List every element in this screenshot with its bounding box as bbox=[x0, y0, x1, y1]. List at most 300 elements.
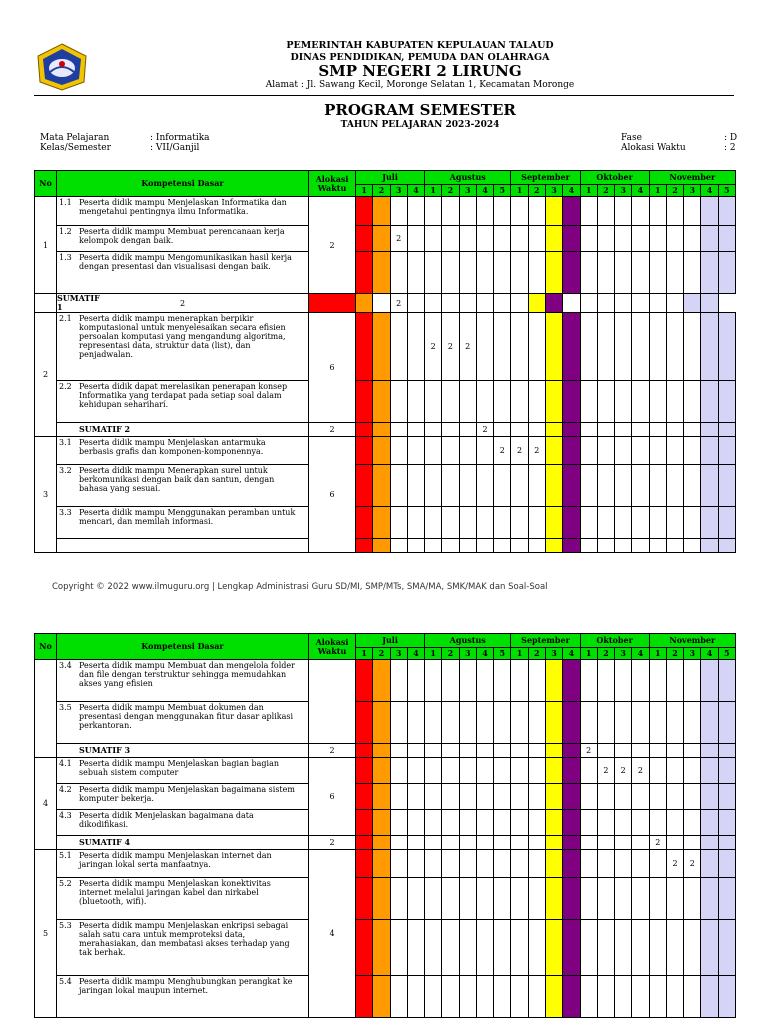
week-cell bbox=[701, 836, 718, 850]
week-cell bbox=[563, 836, 580, 850]
week-header: 5 bbox=[718, 648, 735, 660]
week-cell bbox=[545, 423, 562, 437]
week-cell bbox=[407, 810, 424, 836]
week-cell bbox=[476, 850, 493, 878]
time-allocation bbox=[309, 660, 356, 744]
week-header: 3 bbox=[390, 648, 407, 660]
week-cell bbox=[511, 294, 528, 313]
week-cell bbox=[407, 539, 424, 553]
week-cell bbox=[476, 920, 493, 976]
week-cell bbox=[684, 810, 701, 836]
week-cell bbox=[442, 744, 459, 758]
week-cell bbox=[632, 423, 649, 437]
week-cell: 2 bbox=[649, 836, 666, 850]
competency-number: 1.3 bbox=[59, 253, 72, 262]
week-cell bbox=[597, 836, 614, 850]
week-cell bbox=[494, 784, 511, 810]
week-cell bbox=[407, 878, 424, 920]
week-cell bbox=[459, 702, 476, 744]
summative-row bbox=[35, 423, 736, 437]
week-cell bbox=[701, 313, 718, 381]
week-cell bbox=[666, 920, 683, 976]
week-cell bbox=[407, 437, 424, 465]
week-cell bbox=[494, 313, 511, 381]
week-cell bbox=[373, 836, 390, 850]
week-cell bbox=[597, 660, 614, 702]
week-cell bbox=[511, 810, 528, 836]
week-cell bbox=[649, 252, 666, 294]
week-header: 4 bbox=[701, 648, 718, 660]
week-cell bbox=[494, 744, 511, 758]
week-cell bbox=[373, 437, 390, 465]
time-allocation: 2 bbox=[309, 197, 356, 294]
week-cell bbox=[511, 920, 528, 976]
week-cell bbox=[476, 381, 493, 423]
header-divider bbox=[34, 95, 734, 96]
summative-label: SUMATIF 1 bbox=[35, 294, 57, 313]
competency-description: Peserta didik mampu Menggunakan peramban untuk mencari, dan memilah informasi. bbox=[79, 508, 296, 526]
week-cell bbox=[666, 758, 683, 784]
week-cell bbox=[442, 810, 459, 836]
week-cell bbox=[615, 381, 632, 423]
week-cell bbox=[615, 539, 632, 553]
week-cell bbox=[390, 423, 407, 437]
week-cell bbox=[476, 836, 493, 850]
week-cell bbox=[356, 784, 373, 810]
week-cell bbox=[390, 539, 407, 553]
week-cell: 2 bbox=[580, 744, 597, 758]
week-cell bbox=[649, 758, 666, 784]
week-cell bbox=[615, 784, 632, 810]
week-cell: 2 bbox=[442, 313, 459, 381]
week-cell bbox=[597, 744, 614, 758]
week-cell bbox=[563, 423, 580, 437]
competency-number: 3.4 bbox=[59, 661, 72, 670]
week-cell bbox=[407, 702, 424, 744]
week-cell bbox=[356, 226, 373, 252]
week-cell bbox=[390, 810, 407, 836]
competency-number: 3.1 bbox=[59, 438, 72, 447]
competency-description: Peserta didik mampu Menjelaskan antarmuka berbasis grafis dan komponen-komponennya. bbox=[79, 438, 266, 456]
week-cell bbox=[718, 850, 735, 878]
week-cell bbox=[407, 226, 424, 252]
week-cell bbox=[373, 878, 390, 920]
week-header: 1 bbox=[580, 185, 597, 197]
competency-description: Peserta didik mampu Mengomunikasikan hasil kerja dengan presentasi dan visualisasi dengan baik. bbox=[79, 253, 292, 271]
week-cell bbox=[701, 758, 718, 784]
week-cell bbox=[718, 660, 735, 702]
competency-number: 1.2 bbox=[59, 227, 72, 236]
week-cell bbox=[390, 784, 407, 810]
competency-row bbox=[35, 465, 736, 507]
competency-row bbox=[35, 197, 736, 226]
week-header: 3 bbox=[684, 185, 701, 197]
week-cell bbox=[545, 465, 562, 507]
competency-row bbox=[35, 850, 736, 878]
week-cell bbox=[597, 810, 614, 836]
week-cell bbox=[701, 878, 718, 920]
week-cell bbox=[580, 810, 597, 836]
competency-text bbox=[57, 437, 309, 465]
week-cell bbox=[425, 878, 442, 920]
week-cell bbox=[615, 465, 632, 507]
week-header: 5 bbox=[494, 648, 511, 660]
week-cell bbox=[442, 423, 459, 437]
week-cell bbox=[701, 423, 718, 437]
week-cell bbox=[615, 744, 632, 758]
week-cell bbox=[494, 810, 511, 836]
week-cell bbox=[563, 539, 580, 553]
week-cell bbox=[597, 197, 614, 226]
week-cell bbox=[373, 226, 390, 252]
week-cell bbox=[649, 976, 666, 1018]
week-cell bbox=[684, 197, 701, 226]
week-cell bbox=[615, 920, 632, 976]
semester-table-page-1-wrapper bbox=[0, 170, 768, 535]
competency-description: Peserta didik mampu menerapkan berpikir komputasional untuk menyelesaikan secara efisien persoalan komputasi yang mengandung algoritma, representasi data, struktur data (list), dan penjadwalan. bbox=[79, 314, 286, 359]
column-header-competency: Kompetensi Dasar bbox=[57, 171, 309, 197]
competency-description: Peserta didik mampu Menjelaskan bagian bagian sebuah sistem computer bbox=[79, 759, 280, 777]
week-cell bbox=[511, 784, 528, 810]
phase-value: : D bbox=[724, 133, 738, 143]
week-cell bbox=[597, 507, 614, 539]
week-cell bbox=[632, 660, 649, 702]
letterhead bbox=[0, 0, 768, 100]
week-cell bbox=[476, 758, 493, 784]
week-cell bbox=[528, 920, 545, 976]
competency-text bbox=[57, 539, 309, 553]
competency-number: 4.3 bbox=[59, 811, 72, 820]
week-header: 4 bbox=[407, 648, 424, 660]
week-cell bbox=[442, 294, 459, 313]
district-emblem-icon bbox=[34, 42, 90, 92]
week-cell bbox=[373, 702, 390, 744]
week-cell bbox=[476, 507, 493, 539]
week-cell bbox=[615, 810, 632, 836]
week-cell bbox=[563, 313, 580, 381]
subject-value: : Informatika bbox=[150, 133, 210, 143]
week-cell bbox=[632, 836, 649, 850]
competency-description: Peserta didik mampu Menjelaskan internet dan jaringan lokal serta manfaatnya. bbox=[79, 851, 272, 869]
week-cell bbox=[615, 437, 632, 465]
week-cell bbox=[563, 660, 580, 702]
week-cell bbox=[615, 507, 632, 539]
week-cell bbox=[511, 850, 528, 878]
competency-text bbox=[57, 252, 309, 294]
week-cell bbox=[615, 294, 632, 313]
week-cell bbox=[615, 702, 632, 744]
week-cell bbox=[459, 810, 476, 836]
week-cell bbox=[666, 294, 683, 313]
week-cell bbox=[407, 660, 424, 702]
week-header: 4 bbox=[563, 648, 580, 660]
week-cell bbox=[597, 252, 614, 294]
column-header-allocation: Alokasi Waktu bbox=[309, 171, 356, 197]
week-cell bbox=[459, 539, 476, 553]
week-cell bbox=[442, 920, 459, 976]
week-cell bbox=[494, 702, 511, 744]
week-cell bbox=[649, 539, 666, 553]
week-cell bbox=[459, 784, 476, 810]
week-cell bbox=[511, 702, 528, 744]
week-cell bbox=[632, 437, 649, 465]
week-cell bbox=[356, 197, 373, 226]
week-cell: 2 bbox=[597, 758, 614, 784]
week-cell bbox=[407, 920, 424, 976]
week-cell bbox=[407, 836, 424, 850]
week-cell bbox=[563, 784, 580, 810]
week-cell bbox=[373, 313, 390, 381]
week-cell bbox=[701, 381, 718, 423]
week-cell bbox=[425, 850, 442, 878]
week-cell bbox=[442, 381, 459, 423]
month-header: Agustus bbox=[425, 634, 511, 648]
week-cell bbox=[580, 758, 597, 784]
week-cell bbox=[459, 920, 476, 976]
week-cell bbox=[373, 976, 390, 1018]
competency-text bbox=[57, 784, 309, 810]
week-cell bbox=[459, 744, 476, 758]
week-cell bbox=[632, 878, 649, 920]
week-cell bbox=[511, 836, 528, 850]
week-cell bbox=[666, 465, 683, 507]
week-cell bbox=[701, 437, 718, 465]
week-cell bbox=[528, 850, 545, 878]
week-cell bbox=[718, 976, 735, 1018]
week-cell bbox=[701, 702, 718, 744]
week-header: 2 bbox=[442, 648, 459, 660]
week-cell bbox=[407, 850, 424, 878]
week-cell bbox=[459, 294, 476, 313]
week-cell bbox=[476, 810, 493, 836]
week-cell bbox=[563, 878, 580, 920]
week-cell bbox=[528, 252, 545, 294]
week-cell bbox=[632, 226, 649, 252]
week-header: 1 bbox=[649, 648, 666, 660]
week-cell bbox=[597, 465, 614, 507]
month-header: Juli bbox=[356, 634, 425, 648]
header-row-months bbox=[35, 171, 736, 185]
week-cell bbox=[356, 920, 373, 976]
row-number: 2 bbox=[35, 313, 57, 437]
week-cell bbox=[476, 437, 493, 465]
week-cell bbox=[718, 381, 735, 423]
week-cell bbox=[459, 850, 476, 878]
week-cell bbox=[632, 381, 649, 423]
week-cell bbox=[580, 539, 597, 553]
week-cell bbox=[649, 294, 666, 313]
week-cell bbox=[597, 294, 614, 313]
week-cell bbox=[718, 810, 735, 836]
week-cell bbox=[356, 313, 373, 381]
week-cell bbox=[666, 660, 683, 702]
week-cell bbox=[442, 878, 459, 920]
week-cell bbox=[494, 226, 511, 252]
week-cell bbox=[563, 758, 580, 784]
week-cell bbox=[356, 507, 373, 539]
week-cell: 2 bbox=[632, 758, 649, 784]
week-cell bbox=[597, 423, 614, 437]
week-cell bbox=[649, 437, 666, 465]
week-header: 4 bbox=[563, 185, 580, 197]
week-cell bbox=[425, 660, 442, 702]
week-cell bbox=[649, 197, 666, 226]
week-cell bbox=[632, 465, 649, 507]
time-allocation-value: : 2 bbox=[724, 143, 736, 153]
week-header: 4 bbox=[476, 185, 493, 197]
row-number: 1 bbox=[35, 197, 57, 294]
week-cell bbox=[632, 810, 649, 836]
week-cell bbox=[390, 836, 407, 850]
week-cell bbox=[407, 758, 424, 784]
competency-row bbox=[35, 313, 736, 381]
week-cell bbox=[407, 507, 424, 539]
week-cell bbox=[580, 313, 597, 381]
week-cell bbox=[511, 539, 528, 553]
week-cell bbox=[701, 252, 718, 294]
week-cell bbox=[528, 976, 545, 1018]
week-cell bbox=[459, 381, 476, 423]
week-cell bbox=[580, 423, 597, 437]
week-cell bbox=[425, 539, 442, 553]
week-cell bbox=[545, 381, 562, 423]
week-cell bbox=[425, 197, 442, 226]
competency-description: Peserta didik mampu Membuat dan mengelola folder dan file dengan terstruktur sehingga memudahkan akses yang efisien bbox=[79, 661, 295, 688]
week-cell bbox=[459, 758, 476, 784]
department-name: DINAS PENDIDIKAN, PEMUDA DAN OLAHRAGA bbox=[290, 52, 550, 63]
week-cell bbox=[684, 976, 701, 1018]
week-cell bbox=[511, 758, 528, 784]
week-cell bbox=[390, 197, 407, 226]
week-cell bbox=[528, 423, 545, 437]
week-cell bbox=[425, 507, 442, 539]
week-cell bbox=[373, 294, 390, 313]
week-cell bbox=[684, 252, 701, 294]
week-cell bbox=[597, 702, 614, 744]
week-cell bbox=[309, 294, 356, 313]
summative-row bbox=[35, 744, 736, 758]
week-cell bbox=[528, 507, 545, 539]
competency-text bbox=[57, 465, 309, 507]
week-cell bbox=[563, 437, 580, 465]
week-header: 3 bbox=[390, 185, 407, 197]
summative-allocation: 2 bbox=[309, 423, 356, 437]
week-cell bbox=[459, 423, 476, 437]
week-cell bbox=[649, 381, 666, 423]
week-cell bbox=[649, 226, 666, 252]
week-cell bbox=[684, 920, 701, 976]
competency-text bbox=[57, 313, 309, 381]
week-cell bbox=[615, 226, 632, 252]
week-cell bbox=[545, 836, 562, 850]
week-cell bbox=[528, 226, 545, 252]
week-cell bbox=[511, 744, 528, 758]
week-cell bbox=[545, 702, 562, 744]
week-cell bbox=[442, 197, 459, 226]
week-cell: 2 bbox=[511, 437, 528, 465]
competency-row bbox=[35, 784, 736, 810]
week-cell bbox=[597, 920, 614, 976]
week-cell bbox=[649, 507, 666, 539]
week-cell bbox=[442, 784, 459, 810]
week-cell bbox=[425, 744, 442, 758]
week-cell bbox=[684, 226, 701, 252]
week-cell bbox=[632, 702, 649, 744]
week-cell bbox=[649, 702, 666, 744]
competency-row bbox=[35, 976, 736, 1018]
week-cell bbox=[649, 313, 666, 381]
week-header: 1 bbox=[425, 185, 442, 197]
competency-text bbox=[57, 507, 309, 539]
week-cell bbox=[563, 702, 580, 744]
week-cell bbox=[442, 539, 459, 553]
week-cell bbox=[580, 465, 597, 507]
week-cell bbox=[666, 507, 683, 539]
week-cell bbox=[356, 539, 373, 553]
week-cell bbox=[494, 758, 511, 784]
week-cell bbox=[615, 850, 632, 878]
week-header: 4 bbox=[632, 648, 649, 660]
week-cell bbox=[528, 702, 545, 744]
week-cell bbox=[494, 381, 511, 423]
week-header: 2 bbox=[528, 648, 545, 660]
week-cell bbox=[528, 744, 545, 758]
week-cell bbox=[545, 976, 562, 1018]
week-cell bbox=[666, 313, 683, 381]
week-cell bbox=[615, 836, 632, 850]
week-header: 1 bbox=[511, 648, 528, 660]
week-header: 1 bbox=[425, 648, 442, 660]
competency-text bbox=[57, 758, 309, 784]
week-header: 3 bbox=[459, 648, 476, 660]
week-cell bbox=[528, 465, 545, 507]
week-cell bbox=[511, 465, 528, 507]
week-cell bbox=[494, 878, 511, 920]
week-cell bbox=[718, 836, 735, 850]
competency-number: 4.2 bbox=[59, 785, 72, 794]
week-cell bbox=[666, 423, 683, 437]
competency-row bbox=[35, 252, 736, 294]
week-cell bbox=[511, 313, 528, 381]
week-cell bbox=[373, 197, 390, 226]
week-cell bbox=[684, 758, 701, 784]
week-cell bbox=[649, 465, 666, 507]
row-number: 3 bbox=[35, 437, 57, 553]
week-cell bbox=[442, 850, 459, 878]
week-cell bbox=[580, 920, 597, 976]
week-cell bbox=[580, 976, 597, 1018]
competency-number: 3.2 bbox=[59, 466, 72, 475]
class-label: Kelas/Semester bbox=[40, 143, 111, 153]
week-cell bbox=[356, 423, 373, 437]
competency-description: Peserta didik mampu Membuat dokumen dan presentasi dengan menggunakan fitur dasar aplikasi perkantoran. bbox=[79, 703, 294, 730]
semester-table-page-2-wrapper bbox=[0, 633, 768, 1024]
week-cell bbox=[373, 784, 390, 810]
week-cell bbox=[476, 784, 493, 810]
week-header: 2 bbox=[442, 185, 459, 197]
week-cell bbox=[442, 758, 459, 784]
time-allocation-label: Alokasi Waktu bbox=[621, 143, 686, 153]
week-cell bbox=[545, 744, 562, 758]
week-cell bbox=[580, 294, 597, 313]
week-cell: 2 bbox=[494, 437, 511, 465]
week-cell bbox=[494, 507, 511, 539]
week-cell bbox=[632, 850, 649, 878]
month-header: November bbox=[649, 171, 735, 185]
week-cell bbox=[528, 784, 545, 810]
week-cell bbox=[580, 252, 597, 294]
week-cell bbox=[442, 226, 459, 252]
